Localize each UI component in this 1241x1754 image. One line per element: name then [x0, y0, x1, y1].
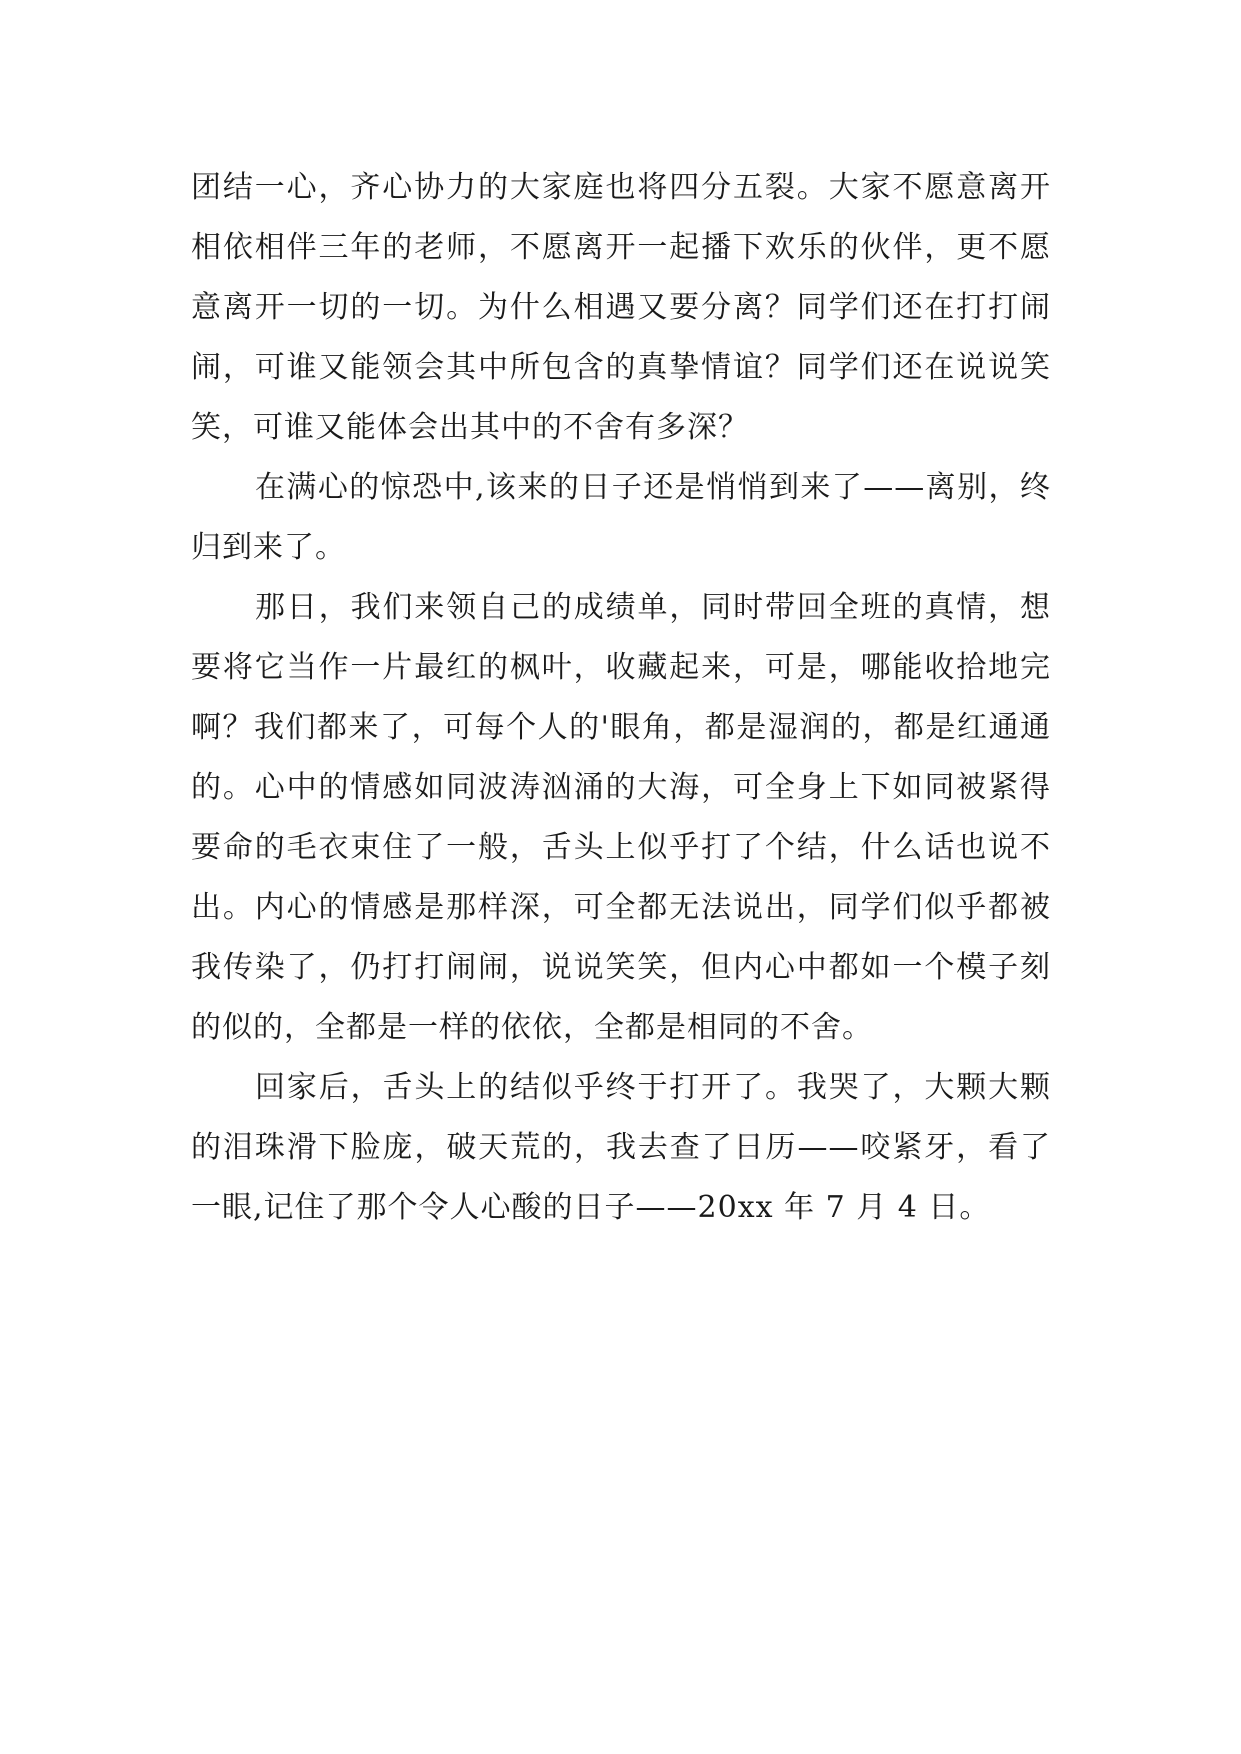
- paragraph-1: 团结一心，齐心协力的大家庭也将四分五裂。大家不愿意离开相依相伴三年的老师，不愿离开一起播下欢乐的伙伴，更不愿意离开一切的一切。为什么相遇又要分离？同学们还在打打闹闹，可谁又能领会其中所包含的真挚情谊？同学们还在说说笑笑，可谁又能体会出其中的不舍有多深？: [191, 170, 1051, 445]
- article-body: [191, 158, 1051, 1238]
- paragraph-2: 在满心的惊恐中,该来的日子还是悄悄到来了——离别，终归到来了。: [191, 470, 1051, 565]
- paragraph-4: 回家后，舌头上的结似乎终于打开了。我哭了，大颗大颗的泪珠滑下脸庞，破天荒的，我去查了日历——咬紧牙，看了一眼,记住了那个令人心酸的日子——20xx 年 7 月 4 日。: [191, 1070, 1051, 1225]
- paragraph-3: 那日，我们来领自己的成绩单，同时带回全班的真情，想要将它当作一片最红的枫叶，收藏起来，可是，哪能收拾地完啊？我们都来了，可每个人的'眼角，都是湿润的，都是红通通的。心中的情感如同波涛汹涌的大海，可全身上下如同被紧得要命的毛衣束住了一般，舌头上似乎打了个结，什么话也说不出。内心的情感是那样深，可全都无法说出，同学们似乎都被我传染了，仍打打闹闹，说说笑笑，但内心中都如一个模子刻的似的，全都是一样的依依，全都是相同的不舍。: [191, 590, 1051, 1045]
